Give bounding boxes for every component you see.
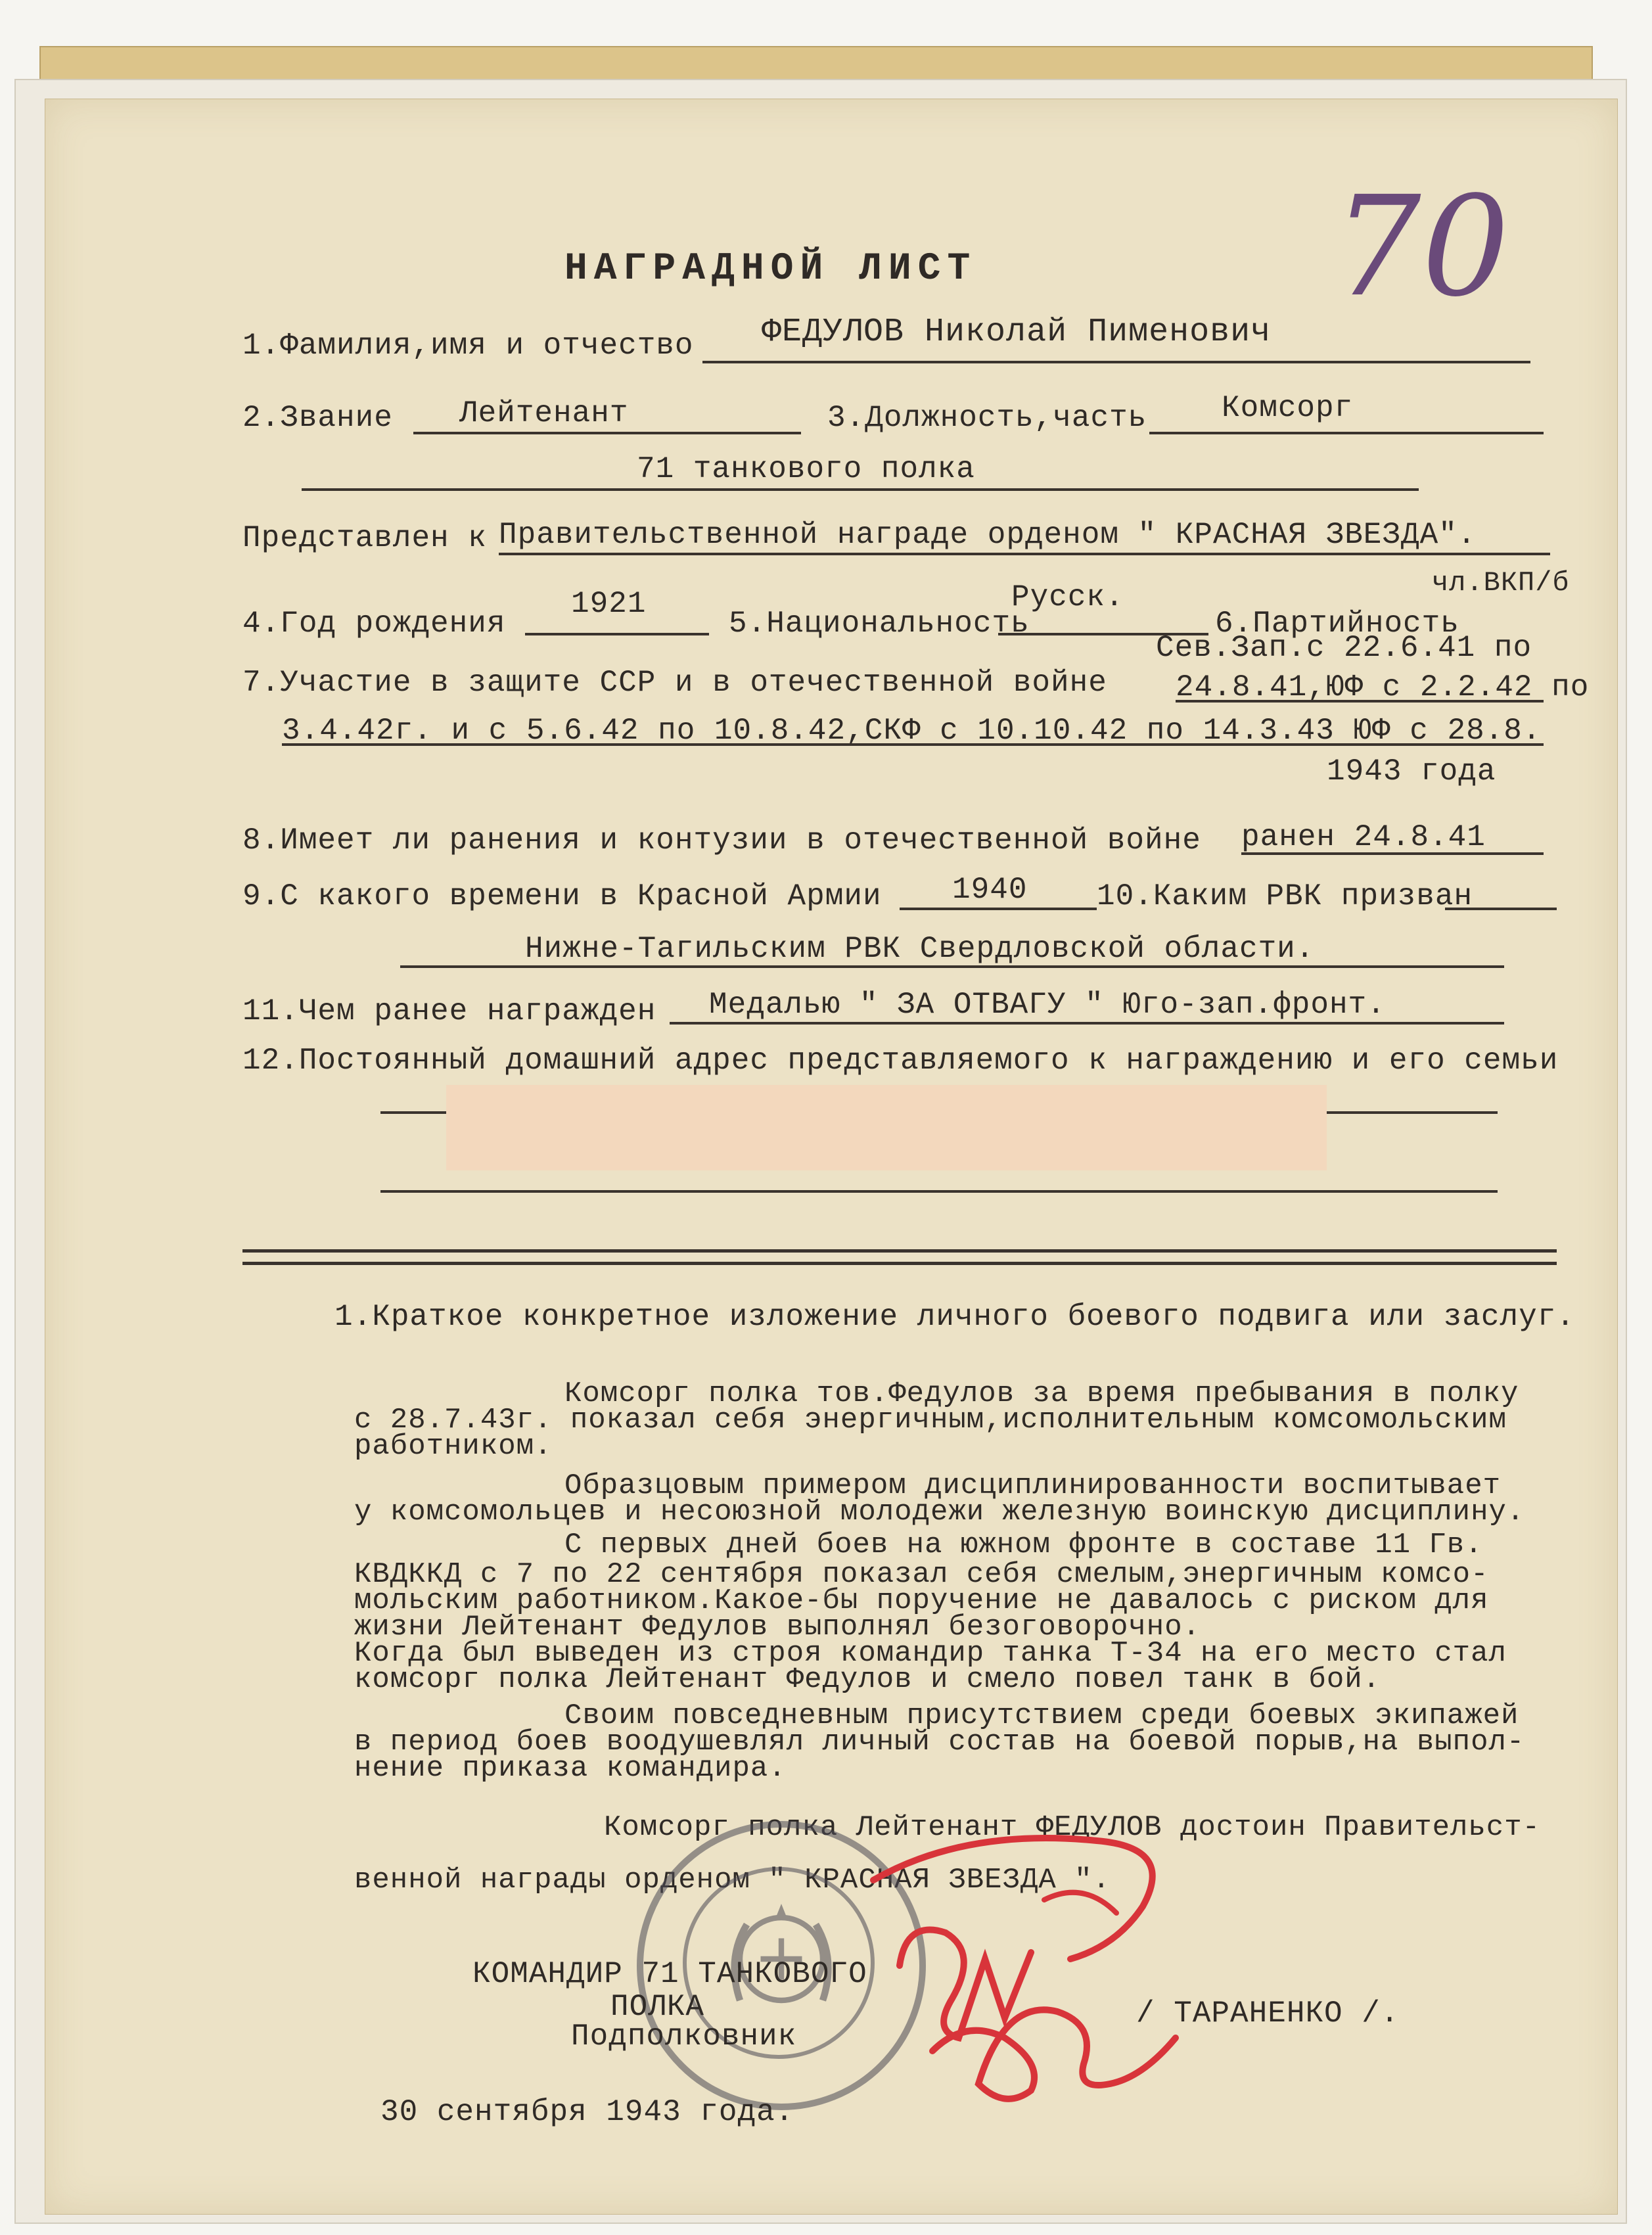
field-10-cont-underline <box>400 965 1504 968</box>
field-6-value: чл.ВКП/б <box>1432 567 1570 599</box>
field-1-value: ФЕДУЛОВ Николай Пименович <box>762 313 1272 351</box>
field-8-value: ранен 24.8.41 <box>1241 820 1486 854</box>
field-8-label: 8.Имеет ли ранения и контузии в отечественной войне <box>242 823 1201 858</box>
field-10-value: Нижне-Тагильским РВК Свердловской области. <box>525 932 1315 966</box>
field-5-value: Русск. <box>1011 580 1124 614</box>
narrative-line: у комсомольцев и несоюзной молодежи железную воинскую дисциплину. <box>354 1496 1525 1529</box>
narrative-line: Когда был выведен из строя командир танка Т-34 на его место стал <box>354 1637 1507 1670</box>
field-9-underline <box>900 908 1097 910</box>
field-10-underline <box>1445 908 1557 910</box>
nomination-value: Правительственной награде орденом " КРАСНАЯ ЗВЕЗДА". <box>499 518 1477 552</box>
field-3-label: 3.Должность,часть <box>827 401 1147 435</box>
signatory-name: / ТАРАНЕНКО /. <box>1136 1996 1400 2031</box>
field-4-label: 4.Год рождения <box>242 607 506 641</box>
redacted-address <box>446 1085 1327 1170</box>
field-7-value-4: 1943 года <box>1327 754 1496 789</box>
signature-line-3: Подполковник <box>571 2019 797 2054</box>
sheet-number: 70 <box>1333 166 1511 327</box>
field-5-label: 5.Национальность <box>729 607 1030 641</box>
narrative-line: мольским работником.Какое-бы поручение не давалось с риском для <box>354 1584 1489 1617</box>
narrative-line: Комсорг полка тов.Федулов за время пребывания в полку <box>564 1377 1519 1410</box>
field-7-value-1: Сев.Зап.с 22.6.41 по <box>1156 631 1532 665</box>
narrative-line: С первых дней боев на южном фронте в составе 11 Гв. <box>564 1529 1483 1561</box>
handwritten-signature <box>834 1801 1202 2117</box>
field-10-label: 10.Каким РВК призван <box>1097 879 1473 913</box>
field-9-value: 1940 <box>952 873 1028 907</box>
signature-line-1: КОМАНДИР 71 ТАНКОВОГО <box>472 1957 867 1991</box>
field-11-underline <box>670 1022 1504 1025</box>
document-date: 30 сентября 1943 года. <box>380 2095 794 2129</box>
nomination-underline <box>499 553 1550 555</box>
field-6-label: 6.Партийность <box>1215 607 1459 641</box>
field-3-value-cont: 71 танкового полка <box>637 452 975 486</box>
field-9-label: 9.С какого времени в Красной Армии <box>242 879 882 913</box>
narrative-line: КВДККД с 7 по 22 сентября показал себя смелым,энергичным комсо- <box>354 1558 1489 1591</box>
document-title: НАГРАДНОЙ ЛИСТ <box>564 248 977 290</box>
field-7-value-3: 3.4.42г. и с 5.6.42 по 10.8.42,СКФ с 10.10.42 по 14.3.43 ЮФ с 28.8. <box>282 714 1542 748</box>
narrative-heading: 1.Краткое конкретное изложение личного боевого подвига или заслуг. <box>334 1300 1575 1334</box>
field-3-value: Комсорг <box>1222 391 1354 425</box>
signature-line-2: ПОЛКА <box>610 1990 705 2024</box>
field-1-label: 1.Фамилия,имя и отчество <box>242 329 694 363</box>
narrative-line: в период боев воодушевлял личный состав на боевой порыв,на выпол- <box>354 1726 1525 1759</box>
narrative-line: венной награды орденом " КРАСНАЯ ЗВЕЗДА ". <box>354 1864 1111 1897</box>
narrative-line: работником. <box>354 1430 553 1463</box>
field-3-cont-underline <box>302 488 1419 491</box>
field-7-underline-2 <box>282 743 1544 746</box>
field-11-label: 11.Чем ранее награжден <box>242 994 656 1028</box>
field-4-value: 1921 <box>571 587 647 621</box>
field-2-value: Лейтенант <box>459 396 629 430</box>
narrative-line: жизни Лейтенант Федулов выполнял безоговорочно. <box>354 1611 1201 1644</box>
narrative-line: Образцовым примером дисциплинированности воспитывает <box>564 1469 1502 1502</box>
award-sheet <box>45 99 1618 2215</box>
field-2-label: 2.Звание <box>242 401 393 435</box>
field-3-underline <box>1149 432 1544 434</box>
narrative-line: Комсорг полка Лейтенант ФЕДУЛОВ достоин Правительст- <box>604 1811 1541 1844</box>
field-7-underline-1 <box>1176 700 1544 703</box>
field-8-underline <box>1241 852 1544 855</box>
narrative-line: с 28.7.43г. показал себя энергичным,исполнительным комсомольским <box>354 1404 1507 1437</box>
field-7-label: 7.Участие в защите ССР и в отечественной войне <box>242 666 1107 700</box>
section-divider <box>242 1249 1557 1265</box>
narrative-line: Своим повседневным присутствием среди боевых экипажей <box>564 1699 1519 1732</box>
field-12-underline-2 <box>380 1190 1498 1193</box>
nomination-label: Представлен к <box>242 521 487 555</box>
field-7-value-2: 24.8.41,ЮФ с 2.2.42 по <box>1176 670 1590 704</box>
field-4-underline <box>525 633 709 635</box>
field-11-value: Медалью " ЗА ОТВАГУ " Юго-зап.фронт. <box>709 988 1386 1022</box>
narrative-line: комсорг полка Лейтенант Федулов и смело повел танк в бой. <box>354 1663 1381 1696</box>
narrative-line: нение приказа командира. <box>354 1752 787 1785</box>
field-1-underline <box>702 361 1530 363</box>
field-2-underline <box>413 432 801 434</box>
field-12-label: 12.Постоянный домашний адрес представляемого к награждению и его семьи <box>242 1044 1559 1078</box>
